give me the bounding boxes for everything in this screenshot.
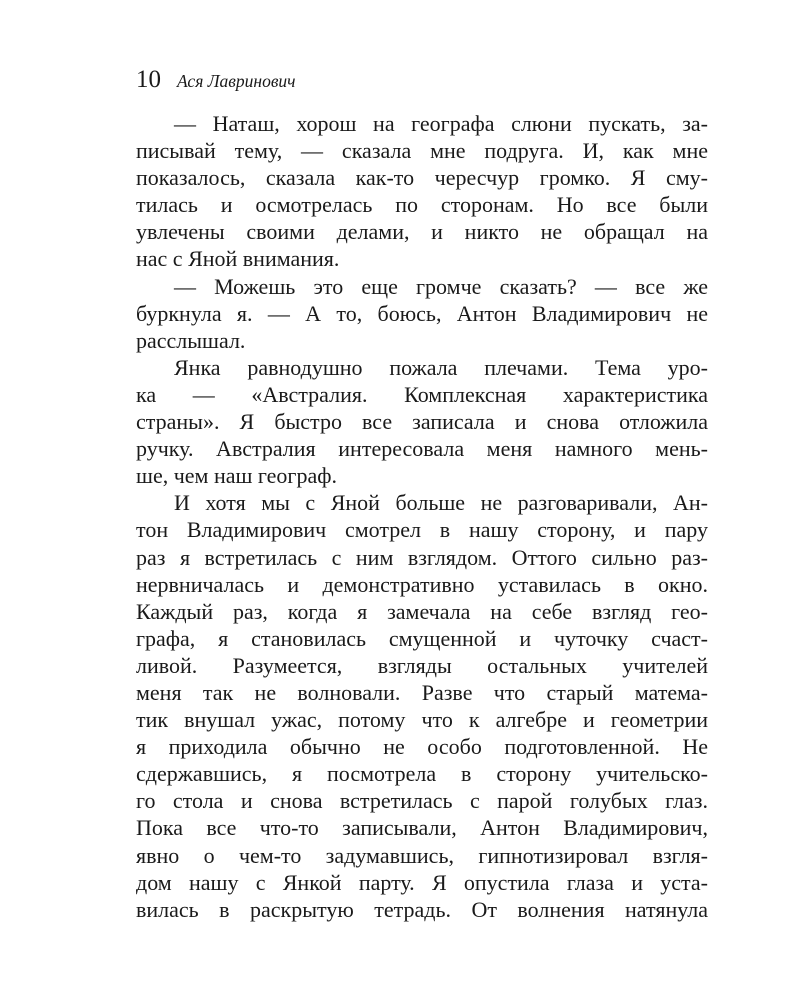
text-line: го стола и снова встретилась с парой голубых глаз.	[136, 788, 708, 814]
text-line: писывай тему, — сказала мне подруга. И, как мне	[136, 138, 708, 164]
text-line: ливой. Разумеется, взгляды остальных учителей	[136, 652, 708, 678]
text-line: графа, я становилась смущенной и чуточку счаст-	[136, 625, 708, 651]
text-line: я приходила обычно не особо подготовленной. Не	[136, 734, 708, 760]
text-line: ка — «Австралия. Комплексная характеристика	[136, 381, 708, 407]
text-line: Янка равнодушно пожала плечами. Тема уро-	[174, 354, 708, 380]
text-line: тон Владимирович смотрел в нашу сторону, и пару	[136, 517, 708, 543]
text-line: страны». Я быстро все записала и снова отложила	[136, 409, 708, 435]
text-line: сдержавшись, я посмотрела в сторону учительско-	[136, 761, 708, 787]
text-line: тилась и осмотрелась по сторонам. Но все были	[136, 192, 708, 218]
text-line: расслышал.	[136, 327, 246, 353]
text-line: Каждый раз, когда я замечала на себе взгляд гео-	[136, 598, 708, 624]
body-text	[136, 110, 708, 923]
text-line: ше, чем наш географ.	[136, 463, 337, 489]
text-line: — Можешь это еще громче сказать? — все же	[174, 273, 708, 299]
text-line: тик внушал ужас, потому что к алгебре и геометрии	[136, 707, 708, 733]
text-line: — Наташ, хорош на географа слюни пускать, за-	[174, 111, 708, 136]
text-line: дом нашу с Янкой парту. Я опустила глаза и уста-	[136, 869, 708, 895]
text-line: увлечены своими делами, и никто не обращал на	[136, 219, 708, 245]
text-line: Пока все что-то записывали, Антон Владимирович,	[136, 815, 708, 841]
page-number: 10	[136, 66, 161, 93]
text-line: вилась в раскрытую тетрадь. От волнения натянула	[136, 896, 708, 922]
text-line: показалось, сказала как-то чересчур громко. Я сму-	[136, 165, 708, 191]
text-line: меня так не волновали. Разве что старый матема-	[136, 679, 708, 705]
text-line: ручку. Австралия интересовала меня намного мень-	[136, 436, 708, 462]
text-line: И хотя мы с Яной больше не разговаривали, Ан-	[174, 490, 708, 516]
text-line: раз я встретилась с ним взглядом. Оттого сильно раз-	[136, 544, 708, 570]
text-line: буркнула я. — А то, боюсь, Антон Владимирович не	[136, 300, 708, 326]
text-line: нервничалась и демонстративно уставилась в окно.	[136, 571, 708, 597]
page-header	[136, 66, 296, 94]
running-head-author: Ася Лавринович	[177, 71, 296, 91]
text-line: нас с Яной внимания.	[136, 246, 340, 272]
text-line: явно о чем-то задумавшись, гипнотизировал взгля-	[136, 842, 708, 868]
